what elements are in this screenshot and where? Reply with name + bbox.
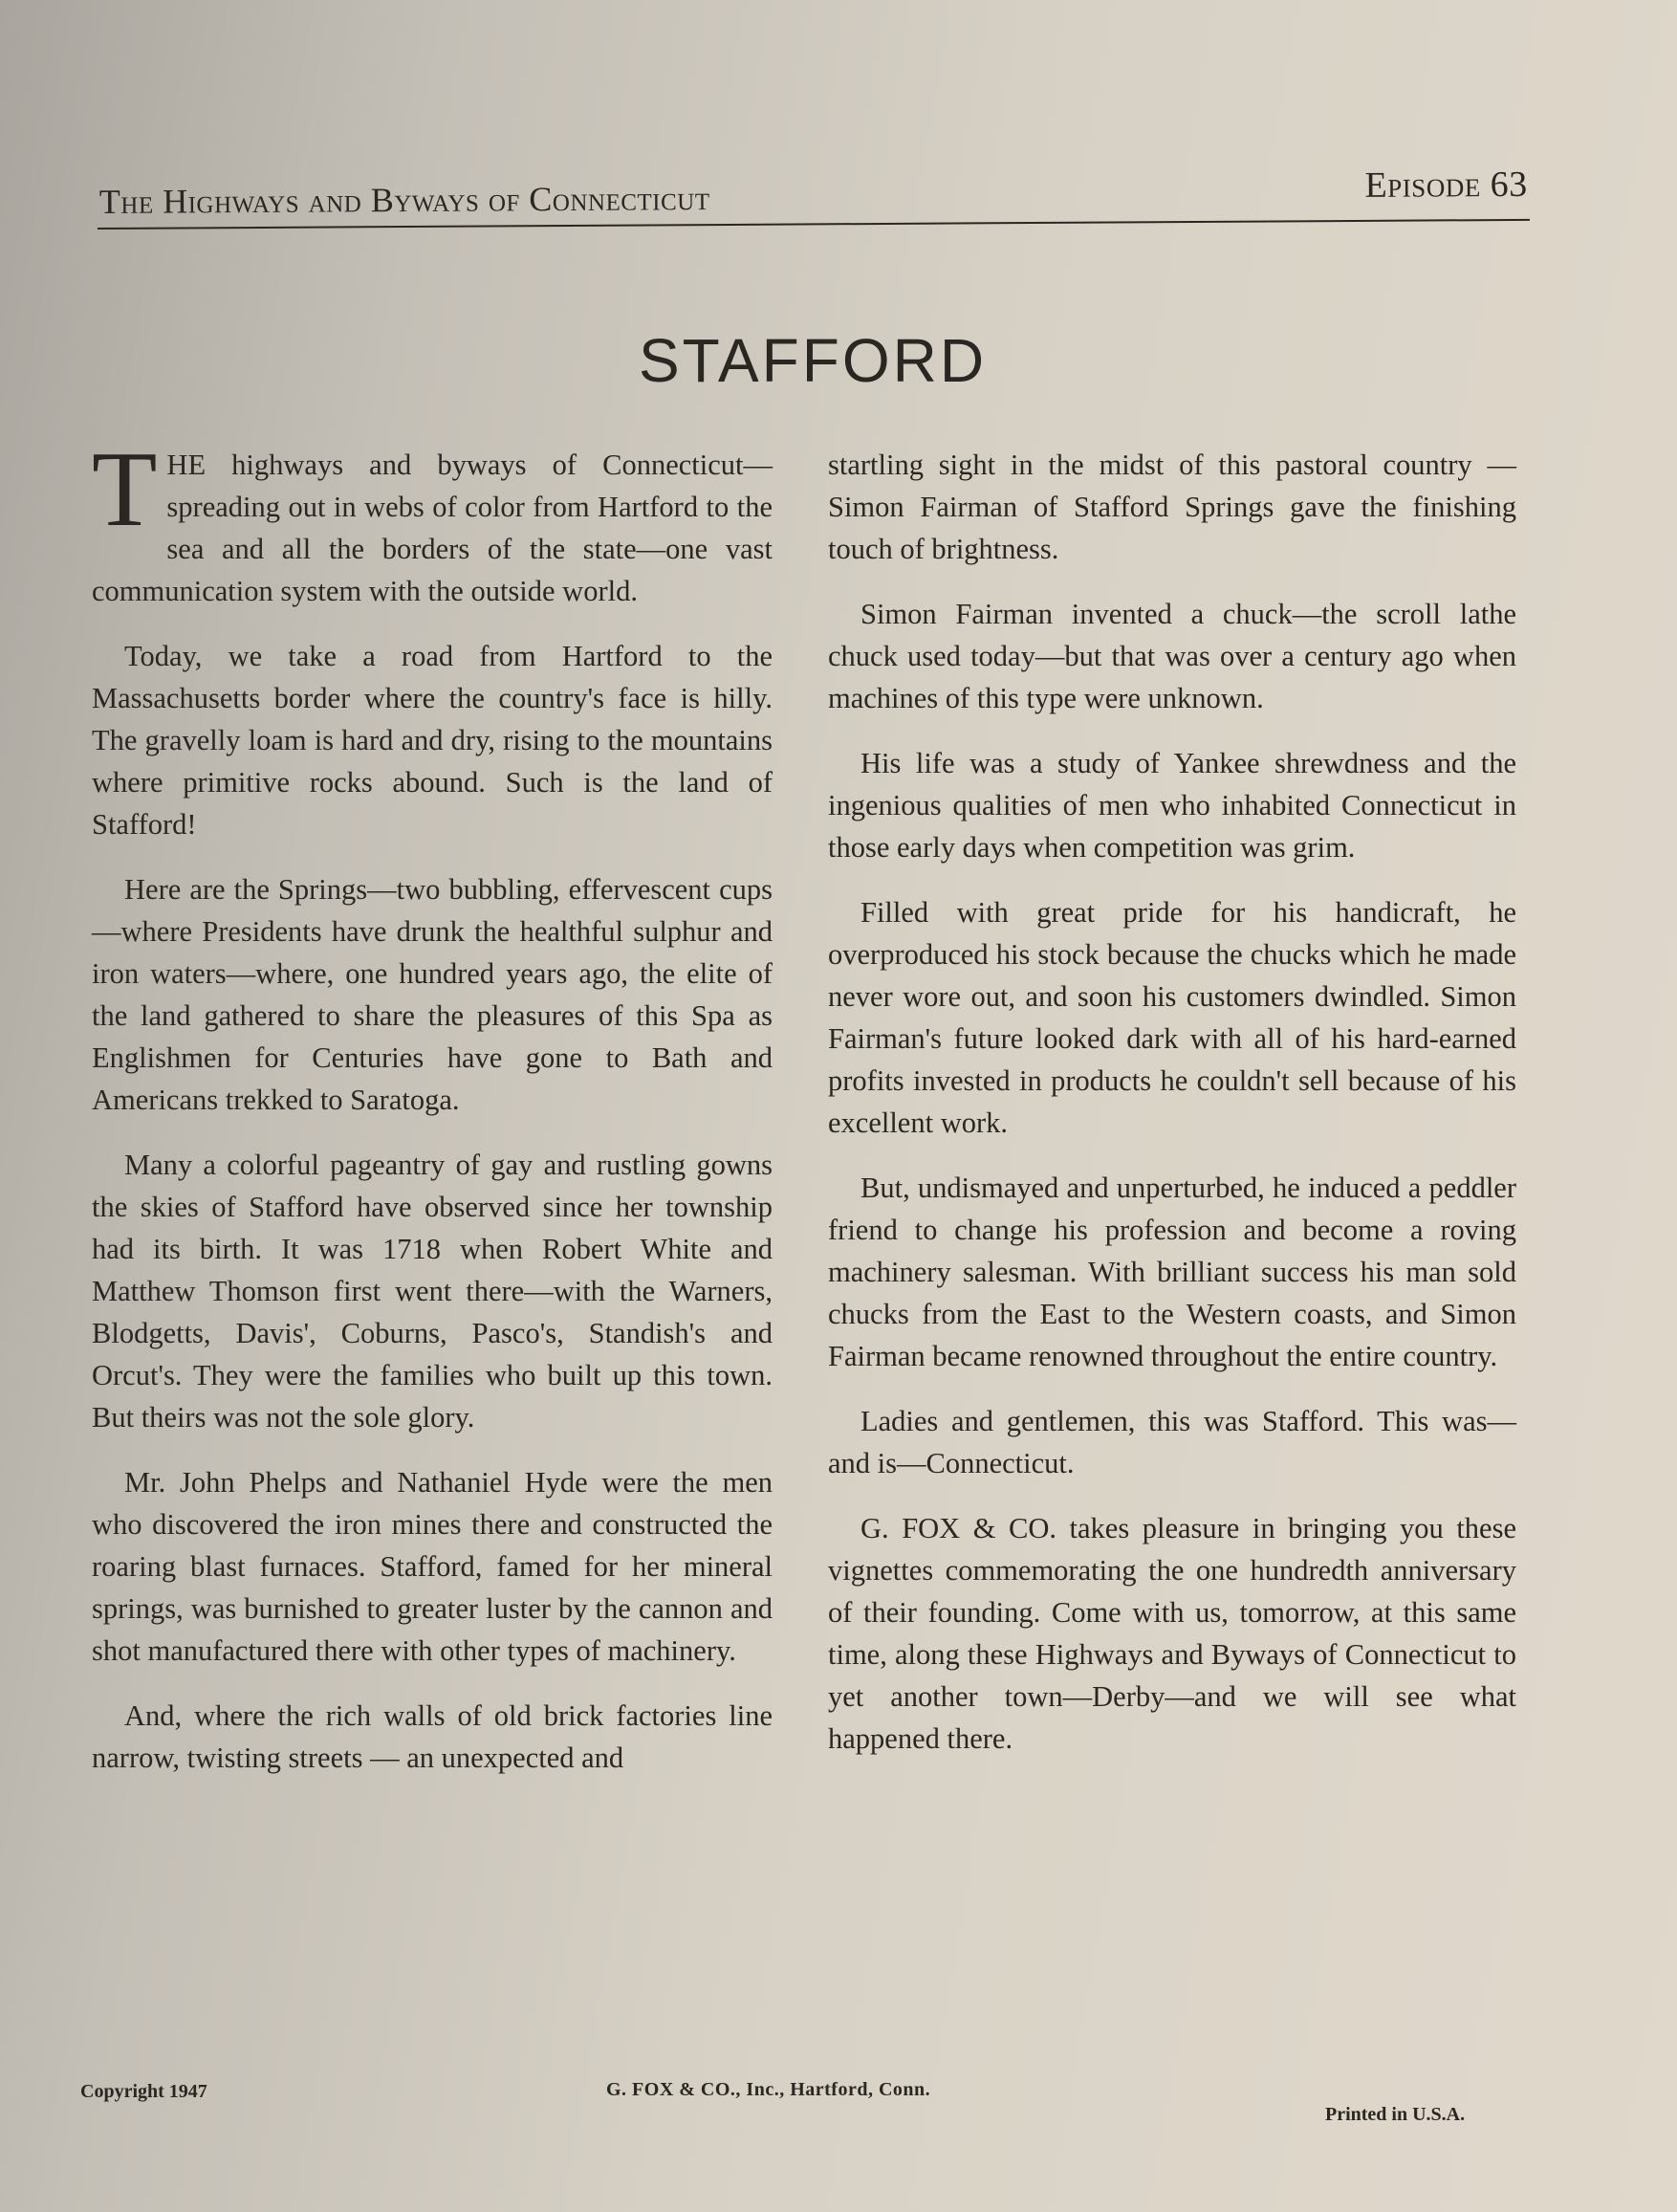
paragraph: Mr. John Phelps and Nathaniel Hyde were the men who discovered the iron mines there and constructed the roaring blast furnaces. Stafford, famed for her mineral springs, was burnished to greater luster by the cannon and shot manufactured there with other types of machinery. [92,1466,773,1667]
paragraph: His life was a study of Yankee shrewdness and the ingenious qualities of men who inhabited Connecticut in those early days when competition was grim. [828,747,1516,864]
paragraph: But, undismayed and unperturbed, he induced a peddler friend to change his profession and become a roving machinery salesman. With brilliant success his man sold chucks from the East to the Western coasts, and Simon Fairman became renowned throughout the entire country. [828,1172,1516,1372]
paragraph: Simon Fairman invented a chuck—the scroll lathe chuck used today—but that was over a century ago when machines of this type were unknown. [828,598,1516,714]
series-title: The Highways and Byways of Connecticut [98,179,710,221]
paragraph: Here are the Springs—two bubbling, effervescent cups—where Presidents have drunk the healthful sulphur and iron waters—where, one hundred years ago, the elite of the land gathered to share the pleasures of this Spa as Englishmen for Centuries have gone to Bath and Americans trekked to Saratoga. [92,873,773,1116]
right-column [828,444,1516,1783]
paragraph-text: HE highways and byways of Connecticut—spreading out in webs of color from Hartford to the sea and all the borders of the state—one vast communication system with the outside world. [92,449,773,607]
episode-number: Episode 63 [1364,164,1528,206]
paragraph: Today, we take a road from Hartford to the Massachusetts border where the country's face is hilly. The gravelly loam is hard and dry, rising to the mountains where primitive rocks abound. Such is the land of Stafford! [92,640,773,841]
paragraph: Ladies and gentlemen, this was Stafford. This was—and is—Connecticut. [828,1405,1516,1479]
paragraph: And, where the rich walls of old brick factories line narrow, twisting streets — an unexpected and [92,1699,773,1774]
footer-printed: Printed in U.S.A. [1325,2104,1466,2125]
paragraph: G. FOX & CO. takes pleasure in bringing you these vignettes commemorating the one hundredth anniversary of their founding. Come with us, tomorrow, at this same time, along these Highways and Byways of Connecticut to yet another town—Derby—and we will see what happened there. [828,1512,1516,1755]
paragraph: Many a colorful pageantry of gay and rustling gowns the skies of Stafford have observed since her township had its birth. It was 1718 when Robert White and Matthew Thomson first went there—with the Warners, Blodgetts, Davis', Coburns, Pasco's, Standish's and Orcut's. They were the families who built up this town. But theirs was not the sole glory. [92,1149,773,1434]
footer-publisher: G. FOX & CO., Inc., Hartford, Conn. [606,2079,931,2100]
paragraph: Filled with great pride for his handicraft, he overproduced his stock because the chucks which he made never wore out, and soon his customers dwindled. Simon Fairman's future looked dark with all of his hard-earned profits invested in products he couldn't sell because of his excellent work. [828,896,1516,1139]
page-title: STAFFORD [638,326,988,395]
left-column [92,430,773,1802]
drop-cap: T [92,430,158,549]
running-header [98,152,1530,230]
paragraph: startling sight in the midst of this pastoral country —Simon Fairman of Stafford Springs gave the finishing touch of brightness. [828,449,1516,565]
footer-copyright: Copyright 1947 [80,2081,207,2102]
paragraph [92,430,773,612]
